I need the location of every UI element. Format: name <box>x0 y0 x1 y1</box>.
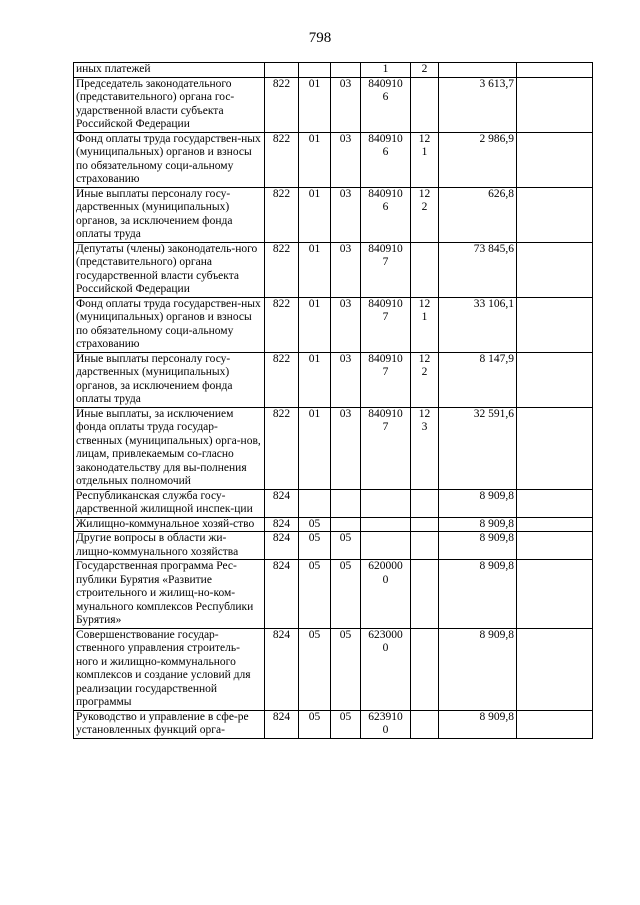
amount: 626,8 <box>439 187 517 242</box>
table-row <box>74 628 593 710</box>
subsection-code: 03 <box>331 242 361 297</box>
empty-cell <box>517 352 593 407</box>
amount: 33 106,1 <box>439 297 517 352</box>
section-code: 01 <box>299 352 331 407</box>
target-code: 840910 7 <box>361 352 411 407</box>
empty-cell <box>517 187 593 242</box>
empty-cell <box>517 517 593 532</box>
subsection-code: 03 <box>331 407 361 489</box>
table-row <box>74 132 593 187</box>
table-row <box>74 352 593 407</box>
target-code: 840910 6 <box>361 132 411 187</box>
row-name: иных платежей <box>74 63 265 78</box>
empty-cell <box>517 628 593 710</box>
expense-type: 12 2 <box>411 352 439 407</box>
amount: 8 909,8 <box>439 560 517 629</box>
empty-cell <box>517 242 593 297</box>
row-name: Иные выплаты, за исключением фонда оплаты труда государ-ственных (муниципальных) орга-нов, лицам, привлекаемым со-гласно законодательству для вы-полнения отдельных полномочий <box>74 407 265 489</box>
table-row <box>74 297 593 352</box>
budget-table <box>73 62 593 739</box>
subsection-code: 03 <box>331 77 361 132</box>
row-name: Иные выплаты персоналу госу-дарственных (муниципальных) органов, за исключением фонда оплаты труда <box>74 187 265 242</box>
subsection-code: 05 <box>331 710 361 738</box>
row-name: Государственная программа Рес-публики Бурятия «Развитие строительного и жилищ-но-ком-мунального комплексов Республики Бурятия» <box>74 560 265 629</box>
table-row <box>74 532 593 560</box>
amount: 8 909,8 <box>439 489 517 517</box>
subsection-code: 05 <box>331 532 361 560</box>
grbs-code: 824 <box>265 489 299 517</box>
amount: 8 909,8 <box>439 710 517 738</box>
grbs-code: 822 <box>265 352 299 407</box>
continuation-row <box>74 63 593 78</box>
amount: 32 591,6 <box>439 407 517 489</box>
subsection-code <box>331 517 361 532</box>
empty-cell <box>517 407 593 489</box>
table-row <box>74 187 593 242</box>
expense-type: 12 1 <box>411 297 439 352</box>
row-name: Фонд оплаты труда государствен-ных (муниципальных) органов и взносы по обязательному соци-альному страхованию <box>74 297 265 352</box>
section-code: 01 <box>299 297 331 352</box>
empty-cell <box>517 560 593 629</box>
section-code: 01 <box>299 407 331 489</box>
empty-cell <box>517 77 593 132</box>
target-code: 623000 0 <box>361 628 411 710</box>
expense-type <box>411 560 439 629</box>
empty-cell <box>517 132 593 187</box>
grbs-code: 824 <box>265 560 299 629</box>
grbs-code: 824 <box>265 517 299 532</box>
table-row <box>74 242 593 297</box>
row-name: Жилищно-коммунальное хозяй-ство <box>74 517 265 532</box>
table-row <box>74 489 593 517</box>
expense-type <box>411 242 439 297</box>
expense-type: 12 3 <box>411 407 439 489</box>
amount: 8 147,9 <box>439 352 517 407</box>
grbs-code: 824 <box>265 628 299 710</box>
empty-cell <box>517 532 593 560</box>
target-code: 840910 6 <box>361 77 411 132</box>
expense-type <box>411 517 439 532</box>
grbs-code: 822 <box>265 132 299 187</box>
section-code: 05 <box>299 517 331 532</box>
table-row <box>74 407 593 489</box>
expense-type <box>411 489 439 517</box>
row-name: Руководство и управление в сфе-ре установленных функций орга- <box>74 710 265 738</box>
amount: 2 986,9 <box>439 132 517 187</box>
grbs-code: 824 <box>265 532 299 560</box>
grbs-code: 822 <box>265 187 299 242</box>
subsection-code: 03 <box>331 297 361 352</box>
section-code: 01 <box>299 187 331 242</box>
page-number: 798 <box>308 30 332 46</box>
empty-cell <box>517 297 593 352</box>
subsection-code: 05 <box>331 560 361 629</box>
amount: 8 909,8 <box>439 628 517 710</box>
table-row <box>74 560 593 629</box>
expense-type: 12 1 <box>411 132 439 187</box>
grbs-code: 824 <box>265 710 299 738</box>
table-row <box>74 710 593 738</box>
target-code: 620000 0 <box>361 560 411 629</box>
section-code: 05 <box>299 710 331 738</box>
target-code: 840910 6 <box>361 187 411 242</box>
subsection-code: 05 <box>331 628 361 710</box>
expense-type <box>411 710 439 738</box>
section-code <box>299 489 331 517</box>
amount: 3 613,7 <box>439 77 517 132</box>
section-code: 01 <box>299 77 331 132</box>
row-name: Республиканская служба госу-дарственной жилищной инспек-ции <box>74 489 265 517</box>
target-code: 840910 7 <box>361 297 411 352</box>
section-code: 05 <box>299 628 331 710</box>
expense-type <box>411 532 439 560</box>
expense-type: 2 <box>411 63 439 78</box>
grbs-code: 822 <box>265 297 299 352</box>
section-code: 05 <box>299 532 331 560</box>
row-name: Фонд оплаты труда государствен-ных (муниципальных) органов и взносы по обязательному соци-альному страхованию <box>74 132 265 187</box>
target-code: 840910 7 <box>361 407 411 489</box>
subsection-code: 03 <box>331 187 361 242</box>
expense-type <box>411 77 439 132</box>
target-code <box>361 532 411 560</box>
row-name: Совершенствование государ-ственного управления строитель-ного и жилищно-коммунального комплексов и создание условий для реализации государственной программы <box>74 628 265 710</box>
target-code <box>361 517 411 532</box>
target-code <box>361 489 411 517</box>
section-code: 01 <box>299 242 331 297</box>
row-name: Депутаты (члены) законодатель-ного (представительного) органа государственной власти субъекта Российской Федерации <box>74 242 265 297</box>
empty-cell <box>517 489 593 517</box>
expense-type <box>411 628 439 710</box>
table-row <box>74 517 593 532</box>
subsection-code: 03 <box>331 352 361 407</box>
subsection-code <box>331 489 361 517</box>
amount: 8 909,8 <box>439 517 517 532</box>
expense-type: 12 2 <box>411 187 439 242</box>
row-name: Иные выплаты персоналу госу-дарственных (муниципальных) органов, за исключением фонда оплаты труда <box>74 352 265 407</box>
amount: 73 845,6 <box>439 242 517 297</box>
row-name: Другие вопросы в области жи-лищно-коммунального хозяйства <box>74 532 265 560</box>
target-code: 623910 0 <box>361 710 411 738</box>
target-code: 1 <box>361 63 411 78</box>
subsection-code: 03 <box>331 132 361 187</box>
section-code: 05 <box>299 560 331 629</box>
row-name: Председатель законодательного (представительного) органа гос-ударственной власти субъекта Российской Федерации <box>74 77 265 132</box>
grbs-code: 822 <box>265 77 299 132</box>
table-row <box>74 77 593 132</box>
grbs-code: 822 <box>265 407 299 489</box>
section-code: 01 <box>299 132 331 187</box>
target-code: 840910 7 <box>361 242 411 297</box>
empty-cell <box>517 710 593 738</box>
grbs-code: 822 <box>265 242 299 297</box>
amount: 8 909,8 <box>439 532 517 560</box>
